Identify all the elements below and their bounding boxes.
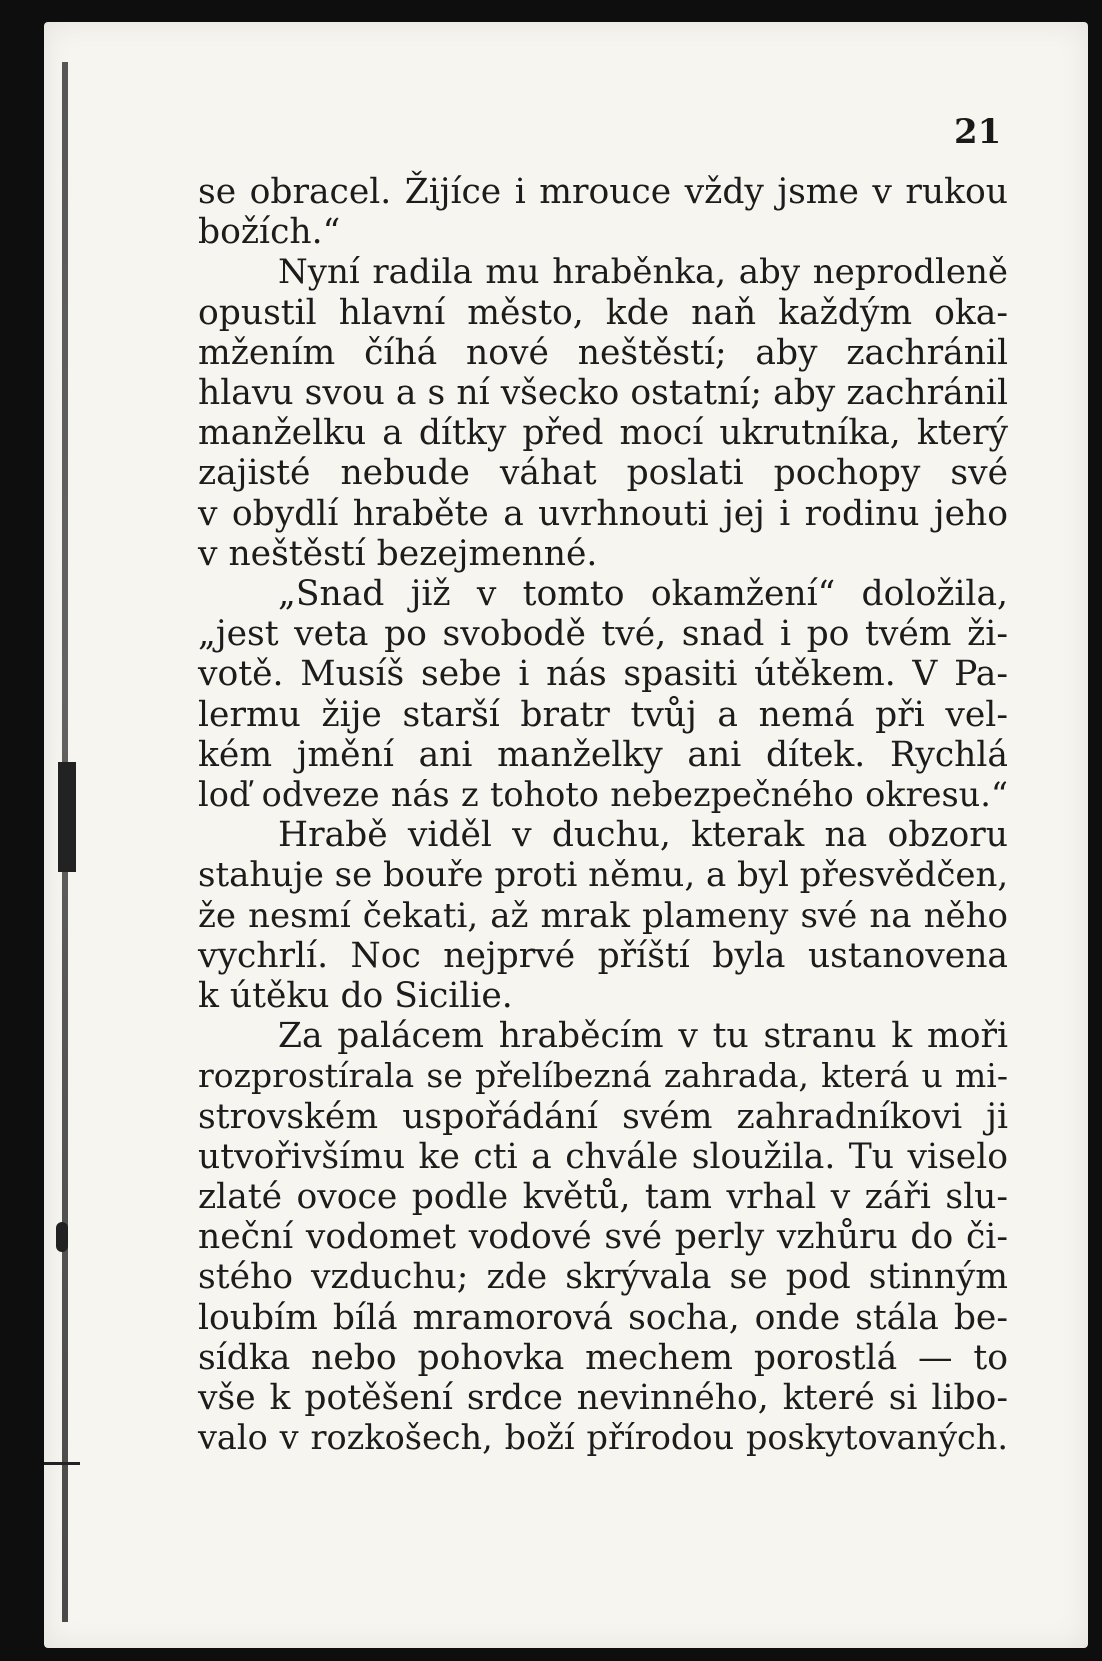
text-line: manželku a dítky před mocí ukrutníka, který	[198, 413, 1008, 454]
text-line: božích.“	[198, 212, 341, 253]
text-line: votě. Musíš sebe i nás spasiti útěkem. V Pa-	[198, 654, 1008, 695]
text-line: se obracel. Žijíce i mrouce vždy jsme v rukou	[198, 172, 1008, 212]
text-line: utvořivšímu ke cti a chvále sloužila. Tu viselo	[198, 1136, 1008, 1177]
text-line: sídka nebo pohovka mechem porostlá — to	[198, 1337, 1008, 1378]
text-line: „Snad již v tomto okamžení“ doložila,	[278, 574, 1008, 615]
text-line: strovském uspořádání svém zahradníkovi ji	[198, 1096, 1008, 1137]
text-line: hlavu svou a s ní všecko ostatní; aby zachránil	[198, 373, 1008, 414]
text-line: vše k potěšení srdce nevinného, které si libo-	[198, 1378, 1008, 1419]
text-line: Nyní radila mu hraběnka, aby neprodleně	[278, 252, 1008, 293]
text-line: že nesmí čekati, až mrak plameny své na něho	[198, 895, 1008, 936]
text-line: valo v rozkošech, boží přírodou poskytovaných.	[198, 1418, 1008, 1458]
binding-mark	[44, 1462, 80, 1465]
text-line: Za palácem hraběcím v tu stranu k moři	[278, 1016, 1008, 1057]
text-line: vychrlí. Noc nejprvé příští byla ustanovena	[198, 935, 1008, 976]
text-line: mžením číhá nové neštěstí; aby zachránil	[198, 332, 1008, 373]
text-line: v obydlí hraběte a uvrhnouti jej i rodinu jeho	[198, 493, 1008, 534]
page-number: 21	[954, 112, 1002, 152]
text-line: lermu žije starší bratr tvůj a nemá při vel-	[198, 694, 1008, 735]
text-line: zlaté ovoce podle květů, tam vrhal v záři slu-	[198, 1177, 1008, 1218]
text-line: kém jmění ani manželky ani dítek. Rychlá	[198, 734, 1008, 775]
body-text	[198, 172, 1008, 1459]
text-line: v neštěstí bezejmenné.	[198, 533, 598, 574]
text-line: loď odveze nás z tohoto nebezpečného okresu.“	[198, 775, 1008, 815]
text-line: stého vzduchu; zde skrývala se pod stinným	[198, 1257, 1008, 1298]
book-page	[44, 22, 1088, 1648]
text-line: stahuje se bouře proti němu, a byl přesvědčen,	[198, 855, 1009, 896]
text-line: Hrabě viděl v duchu, kterak na obzoru	[278, 815, 1008, 856]
text-line: loubím bílá mramorová socha, onde stála be-	[198, 1297, 1008, 1338]
text-line: neční vodomet vodové své perly vzhůru do či-	[198, 1217, 1008, 1258]
text-line: opustil hlavní město, kde naň každým oka-	[198, 292, 1008, 333]
binding-mark	[58, 762, 76, 872]
text-line: „jest veta po svobodě tvé, snad i po tvém ži-	[198, 614, 1008, 655]
binding-mark	[56, 1222, 68, 1252]
text-line: zajisté nebude váhat poslati pochopy své	[198, 453, 1008, 494]
text-line: k útěku do Sicilie.	[198, 976, 513, 1017]
text-line: rozprostírala se přelíbezná zahrada, která u mi-	[198, 1056, 1008, 1096]
